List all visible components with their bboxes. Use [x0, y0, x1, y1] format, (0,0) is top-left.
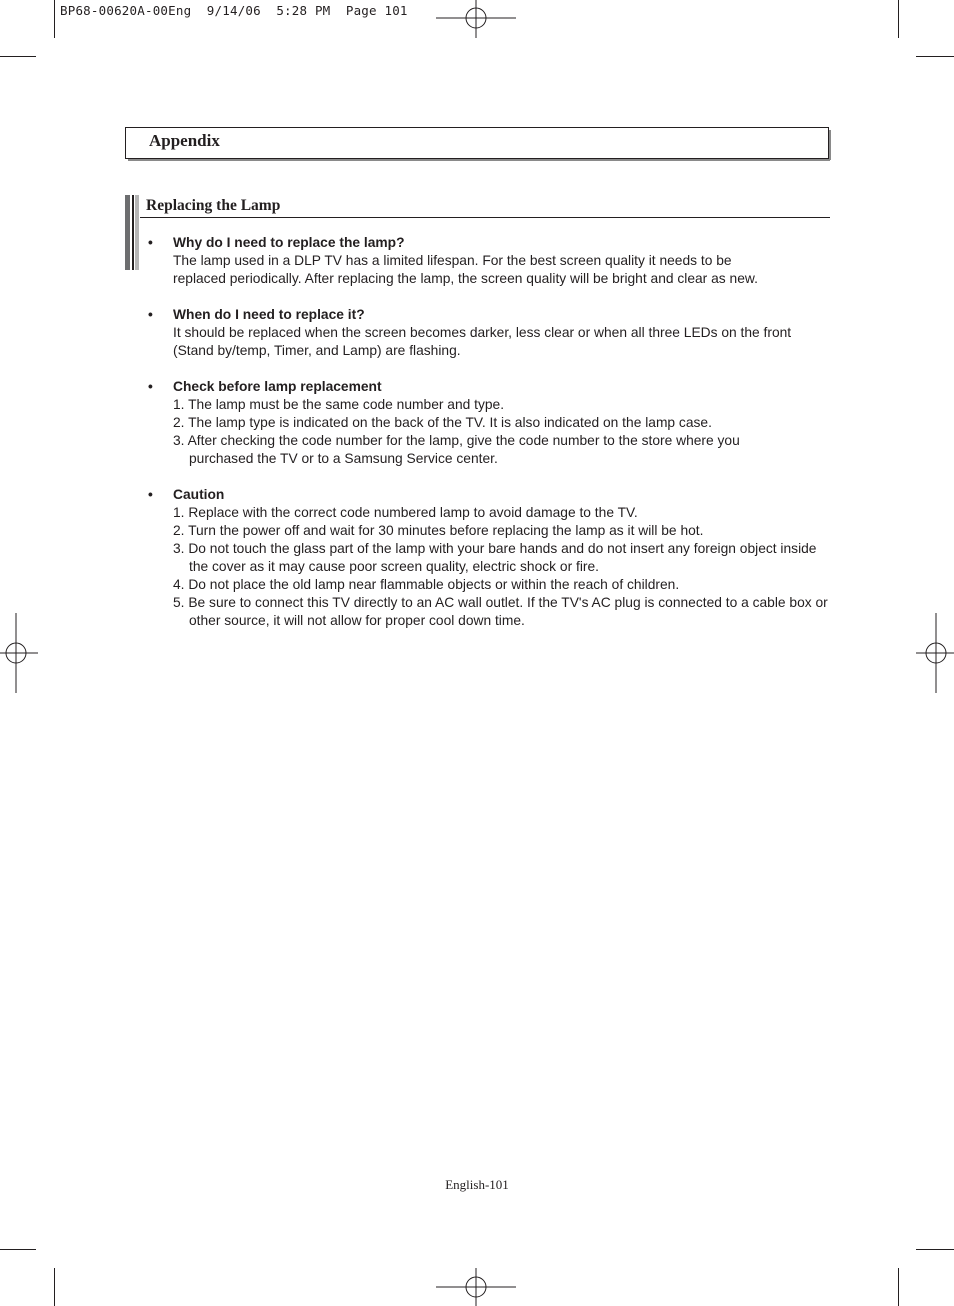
numbered-step: 2. The lamp type is indicated on the back of the TV. It is also indicated on the lamp case.	[173, 415, 712, 430]
item-heading: Why do I need to replace the lamp?	[173, 235, 405, 250]
page-title: Appendix	[149, 131, 220, 150]
numbered-step: 5. Be sure to connect this TV directly to an AC wall outlet. If the TV's AC plug is connected to a cable box or other source, it will not allow for proper cool down time.	[173, 595, 828, 628]
registration-mark-bottom	[436, 1268, 516, 1306]
item-text: It should be replaced when the screen becomes darker, less clear or when all three LEDs on the front	[173, 325, 792, 340]
registration-mark-left	[0, 613, 38, 693]
bullet-icon: •	[148, 235, 153, 250]
item-heading: When do I need to replace it?	[173, 307, 365, 322]
numbered-step: 4. Do not place the old lamp near flammable objects or within the reach of children.	[173, 577, 680, 592]
faq-item-when-replace	[148, 306, 818, 360]
item-text: The lamp used in a DLP TV has a limited lifespan. For the best screen quality it needs to be	[173, 253, 732, 268]
section-content	[148, 234, 828, 648]
bullet-icon: •	[148, 379, 153, 394]
section-divider	[140, 217, 830, 218]
bullet-icon: •	[148, 307, 153, 322]
bullet-icon: •	[148, 487, 153, 502]
faq-item-check-before	[148, 378, 818, 468]
item-heading: Caution	[173, 487, 225, 502]
numbered-step: 1. Replace with the correct code numbered lamp to avoid damage to the TV.	[173, 505, 638, 520]
section-title: Replacing the Lamp	[146, 197, 281, 214]
numbered-step: 3. After checking the code number for the lamp, give the code number to the store where you purchased the TV or to a Samsung Service center.	[173, 433, 740, 466]
registration-mark-top	[436, 0, 516, 38]
numbered-step: 2. Turn the power off and wait for 30 minutes before replacing the lamp as it will be hot.	[173, 523, 704, 538]
item-text: replaced periodically. After replacing the lamp, the screen quality will be bright and clear as new.	[173, 271, 758, 286]
page-number: English-101	[445, 1177, 509, 1192]
faq-item-why-replace	[148, 234, 818, 288]
numbered-step: 1. The lamp must be the same code number and type.	[173, 397, 505, 412]
registration-mark-right	[916, 613, 954, 693]
item-text: (Stand by/temp, Timer, and Lamp) are flashing.	[173, 343, 461, 358]
faq-item-caution	[148, 486, 828, 630]
numbered-step: 3. Do not touch the glass part of the lamp with your bare hands and do not insert any foreign object inside the cover as it may cause poor screen quality, electric shock or fire.	[173, 541, 817, 574]
item-heading: Check before lamp replacement	[173, 379, 382, 394]
print-slug: BP68-00620A-00Eng 9/14/06 5:28 PM Page 101	[60, 3, 408, 18]
appendix-header-box	[125, 127, 829, 159]
